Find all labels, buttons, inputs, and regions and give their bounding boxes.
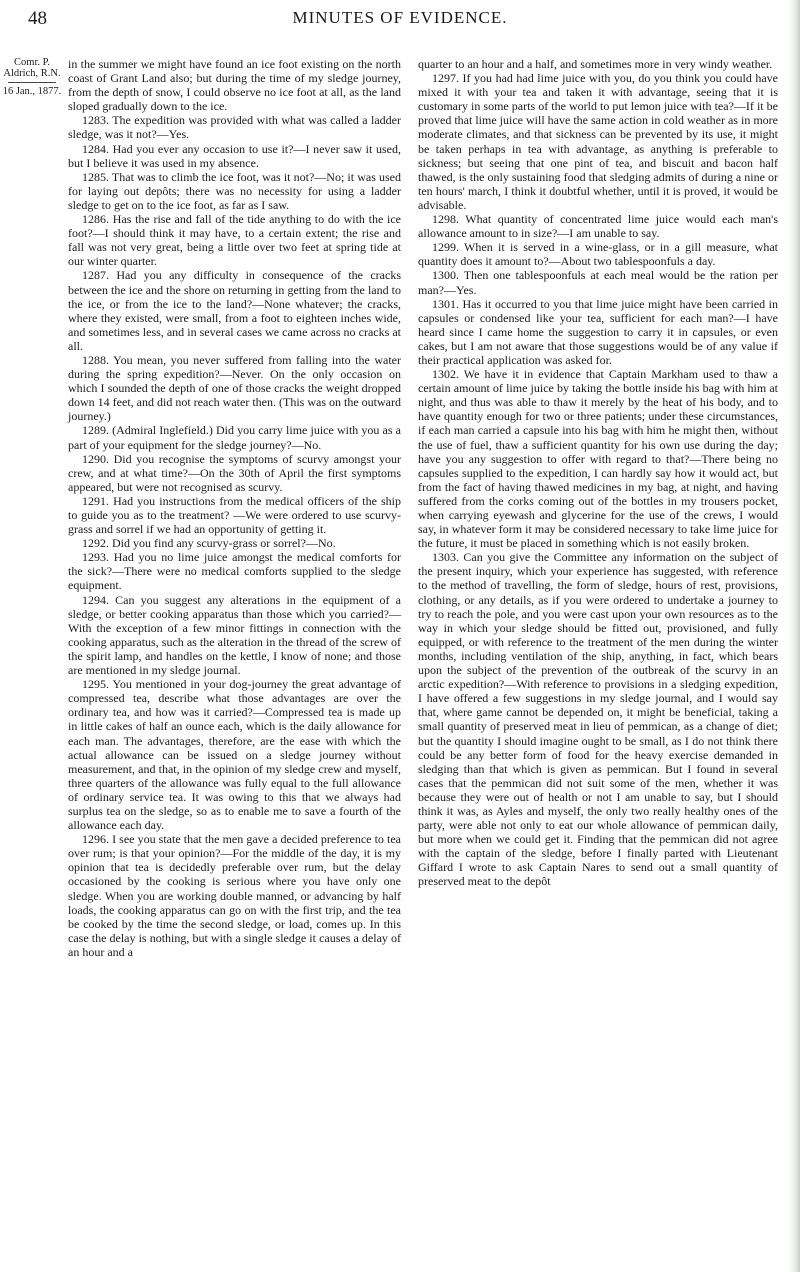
- paragraph: 1288. You mean, you never suffered from falling into the water during the spring expedition?—Never. On the only occasion on which I sounded the depth of one of those cracks the weight dropped down 14 feet, and did not reach water then. (This was on the outward journey.): [68, 352, 401, 424]
- paragraph: 1295. You mentioned in your dog-journey the great advantage of compressed tea, describe what those advantages are over the ordinary tea, and how was it carried?—Compressed tea is made up in little cakes of half an ounce each, which is the daily allowance for each man. The advantages, therefore, are the ease with which the actual allowance can be issued on a sledge journey without measurement, and that, in the opinion of my sledge crew and myself, three quarters of the allowance was fully equal to the full allowance of ordinary service tea. It was owing to this that we always had surplus tea on the sledge, so as to enable me to save a fourth of the allowance each day.: [68, 677, 401, 833]
- paragraph: in the summer we might have found an ice foot existing on the north coast of Grant Land also; but during the time of my sledge journey, from the depth of snow, I could observe no ice foot at all, as the land sloped gradually down to the ice.: [68, 57, 401, 114]
- paragraph: 1301. Has it occurred to you that lime juice might have been carried in capsules or condensed like your tea, sufficient for each man?—I have heard since I came home the suggestion to carry it in capsules, or even cakes, but I am not aware that those suggestions would be of any value if their practical application was asked for.: [418, 296, 778, 367]
- paragraph: 1293. Had you no lime juice amongst the medical comforts for the sick?—There were no medical comforts supplied to the sledge equipment.: [68, 550, 401, 593]
- left-column: [68, 57, 401, 959]
- running-title: MINUTES OF EVIDENCE.: [292, 8, 508, 27]
- paragraph: 1298. What quantity of concentrated lime juice would each man's allowance amount to in size?—I am unable to say.: [418, 212, 778, 241]
- margin-date: 16 Jan., 1877.: [2, 86, 62, 97]
- page-header: [0, 0, 800, 40]
- paragraph: 1294. Can you suggest any alterations in the equipment of a sledge, or better cooking apparatus than those which you carried?—With the exception of a few minor fittings in connection with the cooking apparatus, such as the alteration in the thread of the screw of the spirit lamp, and handles on the kettle, I know of none; and those are mentioned in my sledge journal.: [68, 592, 401, 678]
- margin-divider: [8, 82, 56, 83]
- paragraph: 1297. If you had had lime juice with you, do you think you could have mixed it with your tea and taken it with advantage, seeing that it is customary in some parts of the world to put lemon juice with tea?—If it be proved that lime juice will have the same action in cold weather as in more moderate climates, and that sickness can be prevented by its use, it might be taken perhaps in tea with advantage, as anything is preferable to sickness; but seeing that one pint of tea, and biscuit and bacon half thawed, is the only sustaining food that sledging admits of during a nine or ten hours' march, I think it doubtful whether, until it is proved, it would be advisable.: [418, 71, 778, 212]
- paragraph: 1291. Had you instructions from the medical officers of the ship to guide you as to the treatment? —We were ordered to use scurvy-grass and sorrel if we had an opportunity of getting it.: [68, 493, 401, 537]
- paragraph: 1286. Has the rise and fall of the tide anything to do with the ice foot?—I should think it may have, to a certain extent; the rise and fall was not very great, being a little over two feet at spring tide at our winter quarter.: [68, 212, 401, 269]
- paragraph: 1285. That was to climb the ice foot, was it not?—No; it was used for laying out depôts; there was no necessity for using a ladder sledge to get on to the ice foot, as far as I saw.: [68, 169, 401, 212]
- right-column: [418, 57, 778, 889]
- page-edge-shadow: [788, 0, 800, 1272]
- margin-witness: Comr. P. Aldrich, R.N.: [3, 57, 61, 79]
- page-number: 48: [28, 8, 47, 29]
- paragraph: 1300. Then one tablespoonfuls at each meal would be the ration per man?—Yes.: [418, 268, 778, 297]
- paragraph: 1303. Can you give the Committee any information on the subject of the present inquiry, which your experience has suggested, with reference to the method of travelling, the form of sledge, hours of rest, provisions, clothing, or any details, as if you were ordered to undertake a journey to try to reach the pole, and you were cast upon your own resources as to the way in which your sledge should be fitted out, provisioned, and fully equipped, or with reference to the treatment of the men during the winter months, including ventilation of the ship, anything, in fact, which bears upon the subject of the prevention of the outbreak of the scurvy in an arctic expedition?—With reference to provisions in a sledging expedition, I have offered a few suggestions in my sledge journal, and I would say that, where game cannot be depended on, it might be beneficial, taking a small quantity of preserved meat in lieu of pemmican, as a change of diet; but the quantity I should imagine ought to be small, as I do not think there could be any better form of food for the heavy exercise demanded in sledging than that which is given as pemmican. But I found in several cases that the pemmican did not suit some of the men, whether it was because they were out of health or not I am unable to say, but I should think it was, as Ayles and myself, the only two really healthy ones of the party, were able not only to eat our whole allowance of pemmican daily, but more when we could get it. Finding that the pemmican did not agree with the captain of the sledge, before I finally parted with Lieutenant Giffard I wrote to ask Captain Nares to send out a small quantity of preserved meat to the depôt: [418, 550, 778, 889]
- paragraph: 1290. Did you recognise the symptoms of scurvy amongst your crew, and at what time?—On the 30th of April the first symptoms appeared, but were not recognised as scurvy.: [68, 451, 401, 494]
- paragraph: 1284. Had you ever any occasion to use it?—I never saw it used, but I believe it was used in my absence.: [68, 141, 401, 170]
- margin-note: [2, 57, 62, 97]
- paragraph: 1283. The expedition was provided with what was called a ladder sledge, was it not?—Yes.: [68, 113, 401, 142]
- paragraph: 1302. We have it in evidence that Captain Markham used to thaw a certain amount of lime juice by taking the bottle inside his bag with him at night, and thus was able to thaw it merely by the heat of his body, and to have quantity enough for two or three patients; under these circumstances, if each man carried a capsule into his bag with him he might then, without the use of fuel, thaw a sufficient quantity for his own use during the day; have you any suggestion to offer with regard to that?—There being no capsules supplied to the expedition, I can hardly say how it would act, but from the fact of having thawed medicines in my bag, at night, and having suffered from the corks coming out of the bottles in my trousers pocket, when carrying eyewash and glycerine for the use of the crews, I would say, in whatever form it may be considered necessary to take lime juice for the future, it must be placed in something which is not easily broken.: [418, 367, 778, 551]
- paragraph: 1292. Did you find any scurvy-grass or sorrel?—No.: [82, 536, 336, 551]
- paragraph: 1287. Had you any difficulty in consequence of the cracks between the ice and the shore on returning in getting from the land to the ice, or from the ice to the land?—None whatever; the cracks, where they existed, were small, from a foot to eighteen inches wide, and sometimes less, and in several cases we came across no cracks at all.: [68, 268, 401, 353]
- paragraph: quarter to an hour and a half, and sometimes more in very windy weather.: [418, 57, 773, 71]
- paragraph: 1289. (Admiral Inglefield.) Did you carry lime juice with you as a part of your equipment for the sledge journey?—No.: [68, 423, 401, 452]
- paragraph: 1296. I see you state that the men gave a decided preference to tea over rum; is that your opinion?—For the middle of the day, it is my opinion that tea is decidedly preferable over rum, but the delay occasioned by the cooking is serious where you have only one sledge. When you are working double manned, or advancing by half loads, the cooking apparatus can go on with the first trip, and the tea be cooked by the time the second sledge, or load, comes up. In this case the delay is nothing, but with a single sledge it causes a delay of an hour and a: [68, 832, 401, 959]
- paragraph: 1299. When it is served in a wine-glass, or in a gill measure, what quantity does it amount to?—About two tablespoonfuls a day.: [418, 240, 778, 269]
